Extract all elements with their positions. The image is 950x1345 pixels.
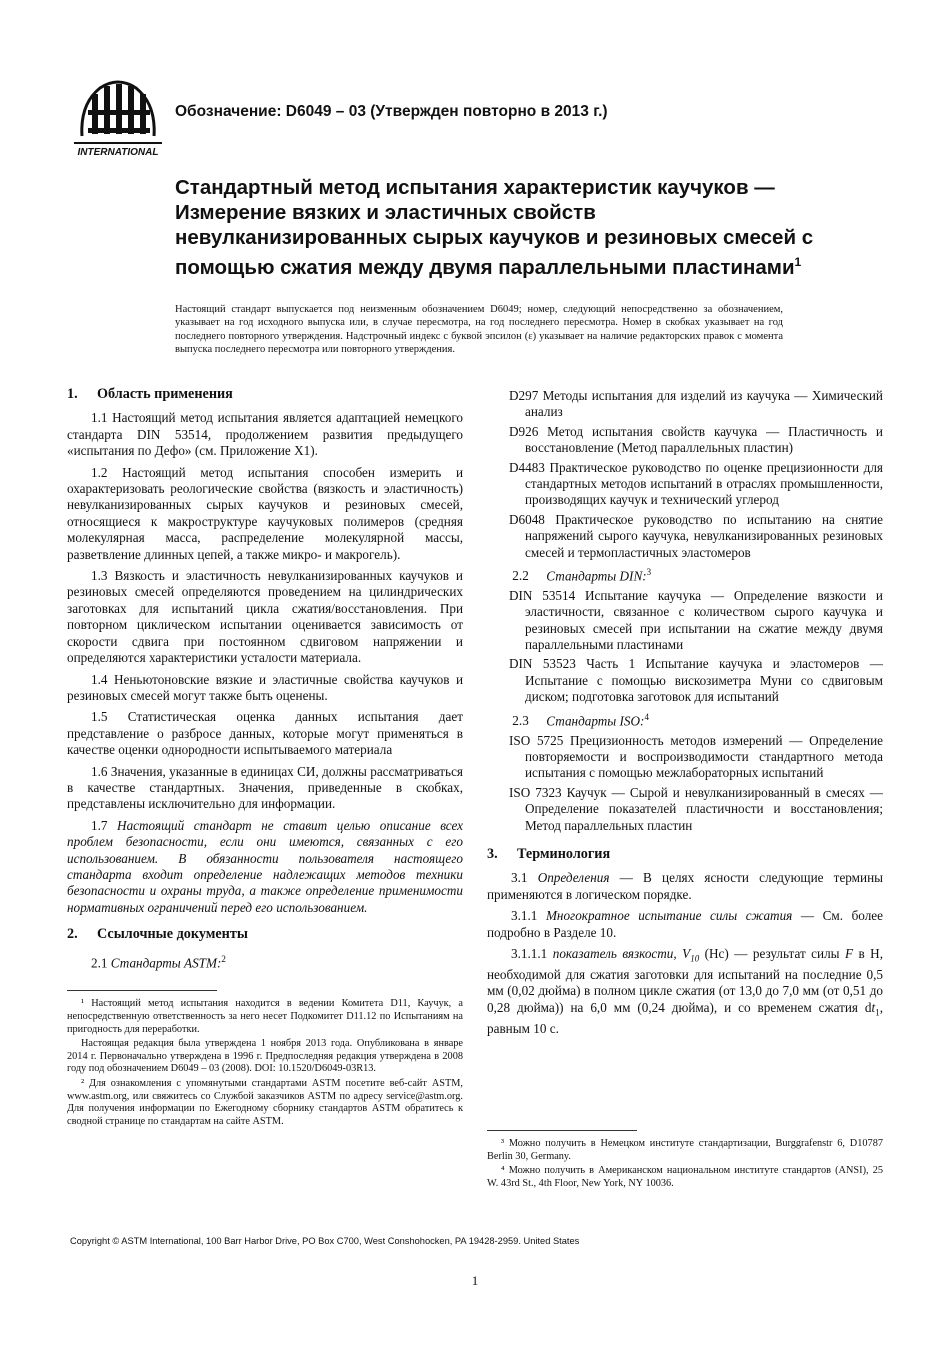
paragraph-1-7: 1.7 Настоящий стандарт не ставит целью описание всех проблем безопасности, если они имеются, связанных с его использованием. В обязанности пользователя настоящего стандарта входит определение надлежащих методов техники безопасности и охраны труда, а также определение применимости нормативных ограничений перед его использованием. [67, 817, 463, 915]
paragraph-1-3: 1.3 Вязкость и эластичность невулканизированных каучуков и резиновых смесей определяются проведением на цилиндрических заготовках для испытаний цикла сжатия/восстановления. При повторном циклическом испытании оценивается зависимость от скорости сдвига при постоянном сдвиговом напряжении и определяются характеристики усталости материала. [67, 568, 463, 666]
paragraph-1-5: 1.5 Статистическая оценка данных испытания дает представление о разбросе данных, которые могут применяться в качестве оценки однородности испытываемого материала [67, 709, 463, 758]
document-title: Стандартный метод испытания характеристик каучуков — Измерение вязких и эластичных свойств невулканизированных сырых каучуков и резиновых смесей с помощью сжатия между двумя параллельными пластинами$^1$ [175, 176, 814, 279]
ref-din-53523: DIN 53523 Часть 1 Испытание каучука и эластомеров — Испытание с помощью вискозиметра Муни со сдвиговым диском; подготовка заготовок для испытаний [509, 656, 883, 705]
right-column [487, 388, 884, 1193]
paragraph-1-1: 1.1 Настоящий метод испытания является адаптацией немецкого стандарта DIN 53514, продолжением развития предыдущего «испытания по Дефо» (см. Приложение X1). [67, 410, 463, 459]
paragraph-3-1-1-1: 3.1.1.1 показатель вязкости, $V_{10}$ (Нс) — результат силы F в Н, необходимой для сжатия заготовки для испытаний на последние 0,5 мм (0,02 дюйма) в полном цикле сжатия (от 13,0 до 7,0 мм (от 0,51 до 0,28 дюйма)) на 6,0 мм (0,24 дюйма), и со временем сжатия $dt_1$, равным 10 с. [487, 945, 883, 1036]
paragraph-3-1: 3.1 Определения — В целях ясности следующие термины применяются в логическом порядке. [487, 870, 884, 902]
subsection-2-2: 2.2 Стандарты DIN:$^3$ [512, 567, 652, 584]
section-heading-references: 2. Ссылочные документы [67, 926, 248, 943]
ref-iso-7323: ISO 7323 Каучук — Сырой и невулканизированный в смесях — Определение показателей пластичности и восстановления; Метод параллельных пластин [509, 784, 883, 833]
copyright: Copyright © ASTM International, 100 Barr Harbor Drive, PO Box C700, West Conshohocken, PA 19428-2959. United States [70, 1236, 580, 1246]
paragraph-1-2: 1.2 Настоящий метод испытания способен измерить и охарактеризовать реологические свойства (вязкость и эластичность) невулканизированных сырых каучуков и резиновых смесей, относящиеся к макроструктуре каучуковых полимеров (средняя молекулярная масса, распределение молекулярной массы, разветвление длинных цепей, а также микро- и макрогель). [67, 464, 463, 562]
logo-subtext: INTERNATIONAL [77, 147, 159, 158]
issue-note: Настоящий стандарт выпускается под неизменным обозначением D6049; номер, следующий непосредственно за обозначением, указывает на год исходного выпуска или, в случае пересмотра, на год последнего пересмотра. Номер в скобках указывает на год последнего повторного утверждения. Надстрочный индекс с буквой эпсилон (ε) указывает на наличие редакторских правок с момента выпуска последнего пересмотра или повторного утверждения. [175, 304, 783, 355]
subsection-2-3: 2.3 Стандарты ISO:$^4$ [512, 711, 649, 729]
paragraph-1-6: 1.6 Значения, указанные в единицах СИ, должны рассматриваться в качестве стандартных. Значения, приведенные в скобках, представлены исключительно для информации. [67, 763, 463, 812]
footnote-1: ¹ Настоящий метод испытания находится в ведении Комитета D11, Каучук, а непосредственную ответственность за него несет Подкомитет D11.12 по Испытаниям на пригодность для переработки. [67, 998, 463, 1035]
subsection-2-1: 2.1 Стандарты ASTM:$^2$ [91, 953, 226, 970]
paragraph-3-1-1: 3.1.1 Многократное испытание силы сжатия — См. более подробно в Разделе 10. [487, 908, 884, 940]
ref-d297: D297 Методы испытания для изделий из каучука — Химический анализ [509, 388, 883, 420]
section-heading-scope: 1. Область применения [67, 386, 233, 402]
left-column [67, 386, 463, 1130]
footnote-1-revision: Настоящая редакция была утверждена 1 ноября 2013 года. Опубликована в январе 2014 г. Первоначально утверждена в 1996 г. Предпоследняя редакция утверждена в 2008 году под обозначением D6049 – 03 (2008). DOI: 10.1520/D6049-03R13. [67, 1038, 463, 1075]
footnote-4: ⁴ Можно получить в Американском национальном институте стандартов (ANSI), 25 W. 43rd St., 4th Floor, New York, NY 10036. [487, 1165, 883, 1190]
ref-iso-5725: ISO 5725 Прецизионность методов измерений — Определение повторяемости и воспроизводимости стандартного метода испытания с помощью межлабораторных испытаний [509, 732, 883, 781]
ref-d926: D926 Метод испытания свойств каучука — Пластичность и восстановление (Метод параллельных пластин) [509, 423, 883, 456]
ref-d6048: D6048 Практическое руководство по испытанию на снятие напряжений сырого каучука, невулканизированных резиновых смесей и термопластичных эластомеров [509, 511, 883, 560]
footnote-3: ³ Можно получить в Немецком институте стандартизации, Burggrafenstr 6, D10787 Berlin 30, Germany. [487, 1138, 883, 1162]
designation: Обозначение: D6049 – 03 (Утвержден повторно в 2013 г.) [175, 103, 608, 120]
footnote-2: ² Для ознакомления с упомянутыми стандартами ASTM посетите веб-сайт ASTM, www.astm.org, или свяжитесь со Службой заказчиков ASTM по адресу service@astm.org. Для получения информации по Ежегодному сборнику стандартов ASTM обратитесь к сводной странице по стандартам на сайте ASTM. [67, 1077, 463, 1127]
page-number: 1 [471, 1273, 479, 1288]
section-heading-terminology: 3. Терминология [487, 845, 611, 862]
ref-din-53514: DIN 53514 Испытание каучука — Определение вязкости и эластичности, связанное с количеством сырого каучука и резиновых смесей при испытании на сжатие между двумя параллельными пластинами [509, 587, 883, 653]
paragraph-1-4: 1.4 Неньютоновские вязкие и эластичные свойства каучуков и резиновых смесей могут также быть оценены. [67, 671, 463, 703]
astm-logo [70, 74, 166, 162]
ref-d4483: D4483 Практическое руководство по оценке прецизионности для стандартных методов испытаний в отраслях промышленности, производящих каучук и технический углерод [509, 459, 883, 508]
